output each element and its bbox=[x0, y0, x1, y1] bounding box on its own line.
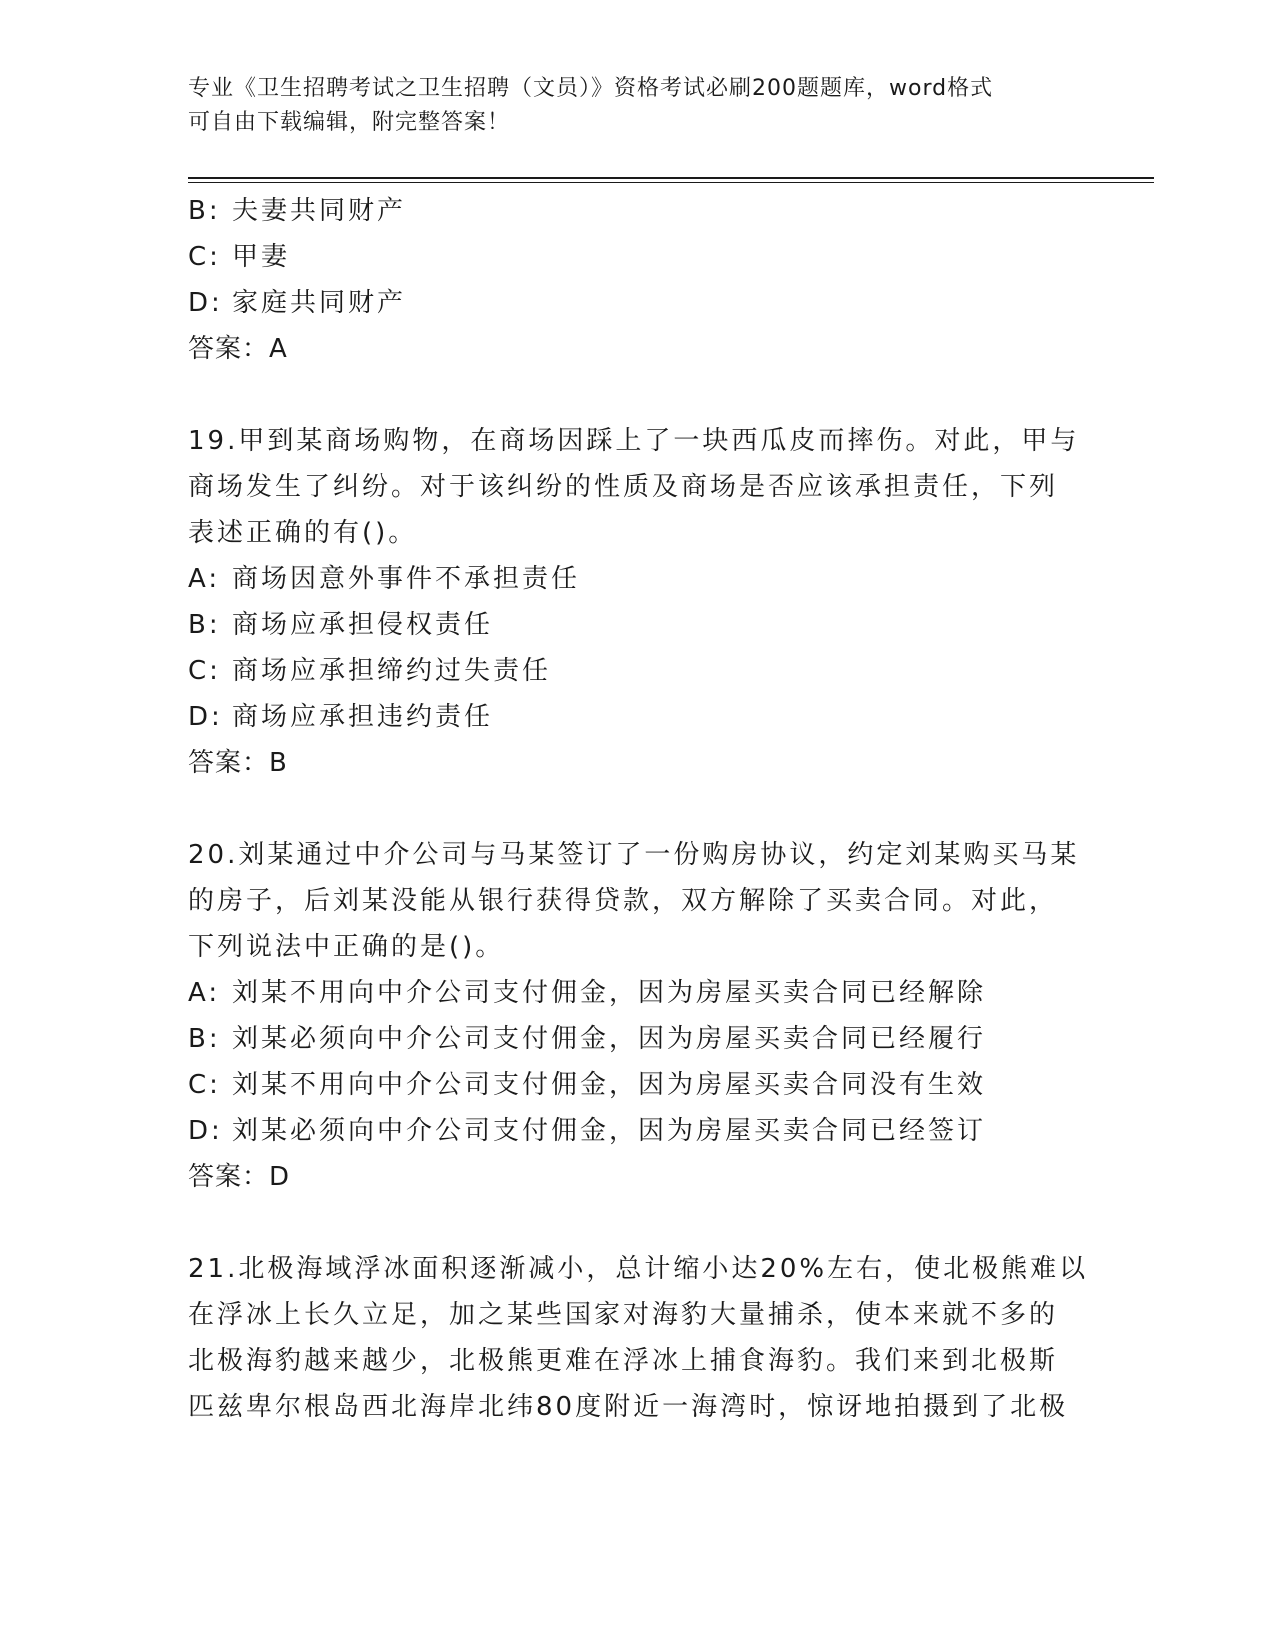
answer-line: 答案：B bbox=[188, 748, 288, 778]
option-d bbox=[188, 280, 1088, 326]
question-stem-line: 在浮冰上长久立足，加之某些国家对海豹大量捕杀，使本来就不多的 bbox=[188, 1300, 1059, 1330]
option-key: C: bbox=[188, 242, 221, 272]
option-key: B: bbox=[188, 196, 221, 226]
option-text: 刘某必须向中介公司支付佣金，因为房屋买卖合同已经签订 bbox=[232, 1116, 987, 1146]
option-key: B: bbox=[188, 1024, 221, 1054]
option-b bbox=[188, 188, 1088, 234]
option-c bbox=[188, 234, 1088, 280]
option-text: 商场应承担缔约过失责任 bbox=[232, 656, 552, 686]
question-18-continuation bbox=[188, 188, 1088, 372]
answer-line: 答案：D bbox=[188, 1162, 291, 1192]
question-stem-line: 19.甲到某商场购物，在商场因踩上了一块西瓜皮而摔伤。对此，甲与 bbox=[188, 426, 1080, 456]
question-19 bbox=[188, 418, 1088, 786]
option-text: 商场应承担违约责任 bbox=[232, 702, 494, 732]
option-text: 刘某必须向中介公司支付佣金，因为房屋买卖合同已经履行 bbox=[232, 1024, 987, 1054]
answer-line: 答案：A bbox=[188, 334, 288, 364]
question-stem-line: 21.北极海域浮冰面积逐渐减小，总计缩小达20%左右，使北极熊难以 bbox=[188, 1254, 1089, 1284]
option-a bbox=[188, 556, 1088, 602]
option-key: C: bbox=[188, 1070, 221, 1100]
option-text: 商场因意外事件不承担责任 bbox=[232, 564, 581, 594]
option-text: 刘某不用向中介公司支付佣金，因为房屋买卖合同没有生效 bbox=[232, 1070, 987, 1100]
question-stem-line: 北极海豹越来越少，北极熊更难在浮冰上捕食海豹。我们来到北极斯 bbox=[188, 1346, 1059, 1376]
option-b bbox=[188, 1016, 1088, 1062]
question-stem-line: 的房子，后刘某没能从银行获得贷款，双方解除了买卖合同。对此， bbox=[188, 886, 1059, 916]
header-rule-thick bbox=[188, 177, 1154, 179]
option-key: C: bbox=[188, 656, 221, 686]
option-text: 夫妻共同财产 bbox=[232, 196, 407, 226]
option-text: 刘某不用向中介公司支付佣金，因为房屋买卖合同已经解除 bbox=[232, 978, 987, 1008]
document-header: 专业《卫生招聘考试之卫生招聘（文员）》资格考试必刷200题题库，word格式 可自由下载编辑，附完整答案！ bbox=[188, 76, 994, 135]
document-body bbox=[188, 188, 1088, 1430]
option-key: A: bbox=[188, 978, 221, 1008]
spacer bbox=[188, 1200, 1088, 1246]
option-key: D: bbox=[188, 1116, 223, 1146]
option-text: 商场应承担侵权责任 bbox=[232, 610, 494, 640]
option-key: B: bbox=[188, 610, 221, 640]
question-stem-line: 商场发生了纠纷。对于该纠纷的性质及商场是否应该承担责任，下列 bbox=[188, 472, 1059, 502]
question-stem-line: 匹兹卑尔根岛西北海岸北纬80度附近一海湾时，惊讶地拍摄到了北极 bbox=[188, 1392, 1069, 1422]
option-text: 家庭共同财产 bbox=[232, 288, 407, 318]
question-stem-line: 表述正确的有()。 bbox=[188, 518, 418, 548]
option-text: 甲妻 bbox=[232, 242, 291, 272]
spacer bbox=[188, 786, 1088, 832]
option-c bbox=[188, 1062, 1088, 1108]
question-stem-line: 20.刘某通过中介公司与马某签订了一份购房协议，约定刘某购买马某 bbox=[188, 840, 1080, 870]
option-c bbox=[188, 648, 1088, 694]
option-key: A: bbox=[188, 564, 221, 594]
question-stem-line: 下列说法中正确的是()。 bbox=[188, 932, 505, 962]
option-a bbox=[188, 970, 1088, 1016]
spacer bbox=[188, 372, 1088, 418]
option-key: D: bbox=[188, 288, 223, 318]
option-b bbox=[188, 602, 1088, 648]
header-rule-thin bbox=[188, 182, 1154, 183]
question-21 bbox=[188, 1246, 1088, 1430]
option-d bbox=[188, 1108, 1088, 1154]
option-key: D: bbox=[188, 702, 223, 732]
question-20 bbox=[188, 832, 1088, 1200]
option-d bbox=[188, 694, 1088, 740]
